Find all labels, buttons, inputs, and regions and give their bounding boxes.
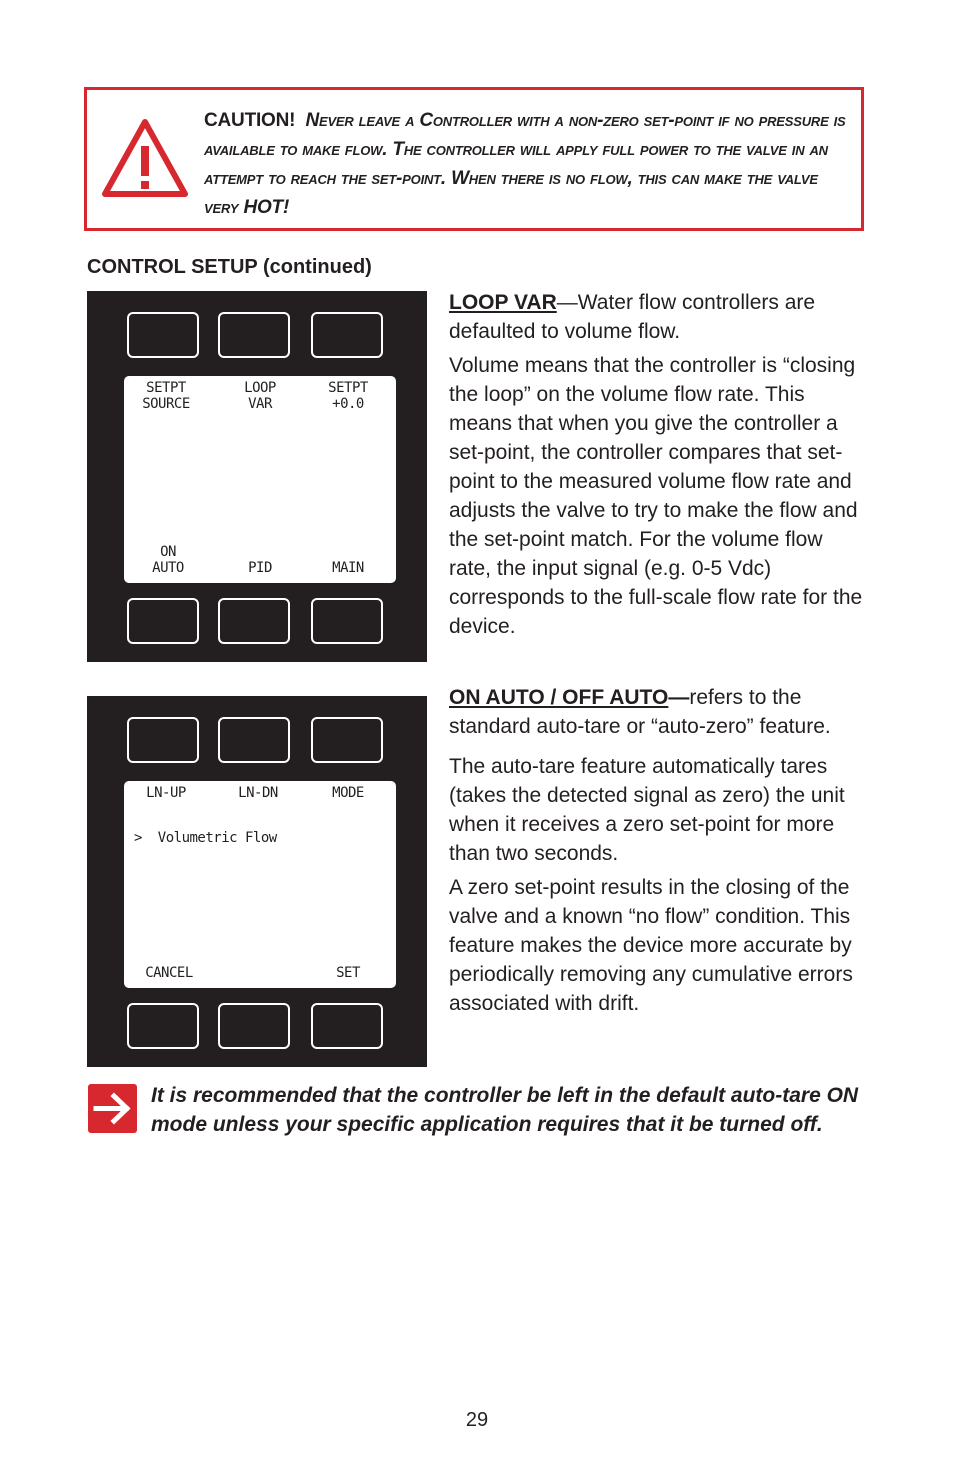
set-label: SET	[336, 965, 360, 981]
on-auto-body-2: A zero set-point results in the closing of the valve and a known “no flow” condition. This feature makes the device more accurate by periodically removing any cumulative errors associated with drift.	[449, 876, 853, 1015]
section-title: CONTROL SETUP (continued)	[87, 256, 372, 278]
lcd-screen	[124, 376, 396, 583]
warning-triangle-icon	[101, 118, 189, 198]
setpt-value-label: SETPT +0.0	[328, 380, 368, 412]
main-label: MAIN	[332, 560, 364, 576]
caution-message: Never leave a Controller with a non-zero set-point if no pressure is available to make flow. The controller will apply full power to the valve in an attempt to reach the set-point. When there is no flow, this can make the valve very HOT!	[204, 110, 846, 218]
loop-var-intro	[449, 288, 869, 346]
caution-text	[204, 106, 854, 222]
top-left-button[interactable]	[127, 717, 199, 763]
loop-var-term: LOOP VAR	[449, 291, 557, 314]
on-auto-body-1: The auto-tare feature automatically tares (takes the detected signal as zero) the unit when it receives a zero set-point for more than two seconds.	[449, 755, 845, 865]
on-auto-intro-text: refers to the standard auto-tare or “auto-zero” feature.	[449, 686, 831, 738]
caution-lead: CAUTION!	[204, 110, 296, 131]
bottom-left-button[interactable]	[127, 598, 199, 644]
setpt-source-label: SETPT SOURCE	[142, 380, 190, 412]
loop-var-intro-text: Water flow controllers are defaulted to volume flow.	[449, 291, 816, 343]
controller-display-auto	[87, 696, 427, 1067]
top-right-button[interactable]	[311, 312, 383, 358]
caution-box	[84, 87, 864, 231]
selected-option: > Volumetric Flow	[134, 830, 277, 846]
bottom-left-button[interactable]	[127, 1003, 199, 1049]
top-right-button[interactable]	[311, 717, 383, 763]
page-number: 29	[465, 1409, 489, 1431]
on-auto-intro	[449, 683, 869, 741]
loop-var-label: LOOP VAR	[244, 380, 276, 412]
cancel-label: CANCEL	[145, 965, 193, 981]
loop-var-body: Volume means that the controller is “closing the loop” on the volume flow rate. This means that when you give the controller a set-point, the controller compares that set-point to the measured volume flow rate and adjusts the valve to try to make the flow and the set-point match. For the volume flow rate, the input signal (e.g. 0-5 Vdc) corresponds to the full-scale flow rate for the device.	[449, 354, 863, 638]
note-text: It is recommended that the controller be left in the default auto-tare ON mode unless your specific application requires that it be turned off.	[151, 1084, 859, 1136]
bottom-center-button[interactable]	[218, 598, 290, 644]
mode-label: MODE	[332, 785, 364, 801]
lcd-screen	[124, 781, 396, 988]
top-left-button[interactable]	[127, 312, 199, 358]
bottom-right-button[interactable]	[311, 598, 383, 644]
bottom-center-button[interactable]	[218, 1003, 290, 1049]
on-auto-term: ON AUTO / OFF AUTO	[449, 686, 669, 709]
controller-display-loop-var	[87, 291, 427, 662]
dash: —	[556, 291, 578, 314]
ln-up-label: LN-UP	[146, 785, 186, 801]
top-center-button[interactable]	[218, 717, 290, 763]
loop-var-section	[449, 288, 869, 646]
pid-label: PID	[248, 560, 272, 576]
on-auto-label: ON AUTO	[152, 544, 184, 576]
ln-dn-label: LN-DN	[238, 785, 278, 801]
arrow-right-icon	[88, 1084, 137, 1133]
bottom-right-button[interactable]	[311, 1003, 383, 1049]
top-center-button[interactable]	[218, 312, 290, 358]
dash: —	[668, 686, 690, 709]
on-auto-section	[449, 683, 869, 1023]
